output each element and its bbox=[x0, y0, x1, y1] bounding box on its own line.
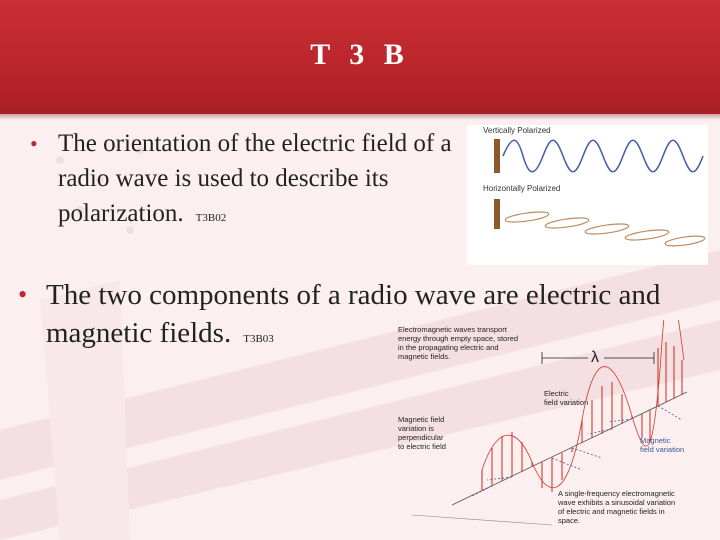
vertical-polarized-label: Vertically Polarized bbox=[483, 126, 551, 135]
bullet-polarization bbox=[30, 126, 460, 236]
magnetic-field-right-label: Magnetic field variation bbox=[640, 436, 685, 454]
base-line bbox=[412, 515, 552, 525]
magnetic-field-left-label: Magnetic field variation is perpendicular to electric field bbox=[398, 415, 446, 451]
electric-field-vectors bbox=[482, 342, 685, 492]
question-tag: T3B03 bbox=[243, 333, 274, 345]
em-wave-figure bbox=[392, 320, 694, 536]
wavelength-symbol: λ bbox=[591, 349, 599, 366]
horizontal-antenna-icon bbox=[494, 199, 500, 229]
electric-field-label: Electric field variation bbox=[544, 389, 589, 407]
polarization-figure bbox=[467, 125, 708, 265]
caption-bottom: A single-frequency electromagnetic wave exhibits a sinusoidal variation of electric and magnetic fields in space. bbox=[558, 489, 676, 525]
bullet-text: The orientation of the electric field of a radio wave is used to describe its polarization. bbox=[58, 130, 452, 227]
bullet-text: The two components of a radio wave are electric and magnetic fields. bbox=[46, 279, 661, 349]
horizontal-polarized-label: Horizontally Polarized bbox=[483, 184, 561, 193]
question-tag: T3B02 bbox=[195, 212, 227, 224]
vertical-antenna-icon bbox=[494, 139, 500, 173]
slide-title: T 3 B bbox=[310, 38, 410, 71]
bullet-marker: • bbox=[18, 280, 28, 309]
bullet-marker: • bbox=[30, 131, 38, 156]
title-bar bbox=[0, 0, 720, 114]
caption-top: Electromagnetic waves transport energy through empty space, stored in the propagating electric and magnetic fields. bbox=[398, 325, 519, 361]
